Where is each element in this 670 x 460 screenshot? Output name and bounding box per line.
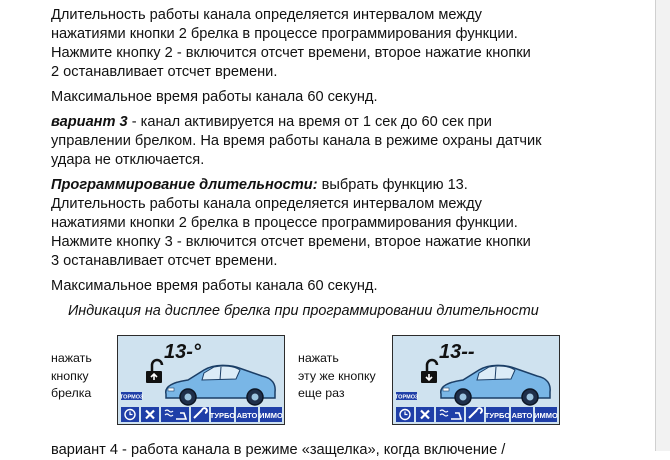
cut-off-line: вариант 4 - работа канала в режиме «защелка», когда включение / [51, 442, 506, 458]
keyfob-display-1 [117, 335, 285, 425]
paragraph-max-time: Максимальное время работы канала 60 секунд. [51, 89, 378, 105]
programming-title: Программирование длительности: [51, 177, 318, 193]
turbo-label: ТУРБО [209, 411, 236, 420]
auto-label: АВТО [511, 411, 533, 420]
text-line [51, 176, 611, 195]
lock-open-icon [146, 360, 162, 383]
brake-badge-label: TOPMO3 [119, 394, 144, 401]
label-line: брелка [51, 386, 92, 400]
text-line: нажатиями кнопки 2 брелка в процессе программирования функции. [51, 26, 518, 42]
left-label [51, 350, 92, 403]
variant-3-text: - канал активируется на время от 1 сек до 60 сек при [127, 114, 492, 130]
text-line: 3 останавливает отсчет времени. [51, 253, 278, 269]
immo-label: ИММО [534, 411, 558, 420]
keyfob-display-2 [392, 335, 560, 425]
immo-label: ИММО [259, 411, 283, 420]
text-line: Нажмите кнопку 3 - включится отсчет времени, второе нажатие кнопки [51, 234, 531, 250]
label-line: еще раз [298, 386, 345, 400]
programming-text: выбрать функцию 13. [317, 177, 468, 193]
lcd-digits: 13-- [439, 341, 475, 363]
text-line: удара не отключается. [51, 152, 205, 168]
label-line: нажать [298, 351, 339, 365]
paragraph-variant-3 [51, 113, 611, 170]
icon-row [396, 407, 558, 422]
text-line: 2 останавливает отсчет времени. [51, 64, 278, 80]
text-line: управлении брелком. На время работы канала в режиме охраны датчик [51, 133, 542, 149]
paragraph-duration [51, 6, 611, 82]
variant-3-title: вариант 3 [51, 114, 128, 130]
lock-open-icon [421, 360, 437, 383]
text-line: Длительность работы канала определяется интервалом между [51, 7, 482, 23]
turbo-label: ТУРБО [484, 411, 511, 420]
icon-row [121, 407, 283, 422]
right-label [298, 350, 376, 403]
label-line: нажать [51, 351, 92, 365]
brake-badge-label: TOPMO3 [394, 394, 419, 401]
text-line: нажатиями кнопки 2 брелка в процессе программирования функции. [51, 215, 518, 231]
text-line: Нажмите кнопку 2 - включится отсчет времени, второе нажатие кнопки [51, 45, 531, 61]
text-line: Длительность работы канала определяется интервалом между [51, 196, 482, 212]
paragraph-max-time-2: Максимальное время работы канала 60 секунд. [51, 278, 378, 294]
car-icon [441, 365, 550, 405]
label-line: кнопку [51, 368, 89, 383]
paragraph-programming [51, 176, 611, 271]
car-icon [166, 365, 275, 405]
text-line [51, 113, 611, 132]
label-line: эту же кнопку [298, 368, 376, 383]
figure-caption: Индикация на дисплее брелка при программировании длительности [68, 303, 539, 319]
auto-label: АВТО [236, 411, 258, 420]
page-edge [655, 0, 670, 451]
lcd-digits: 13-° [164, 341, 201, 363]
